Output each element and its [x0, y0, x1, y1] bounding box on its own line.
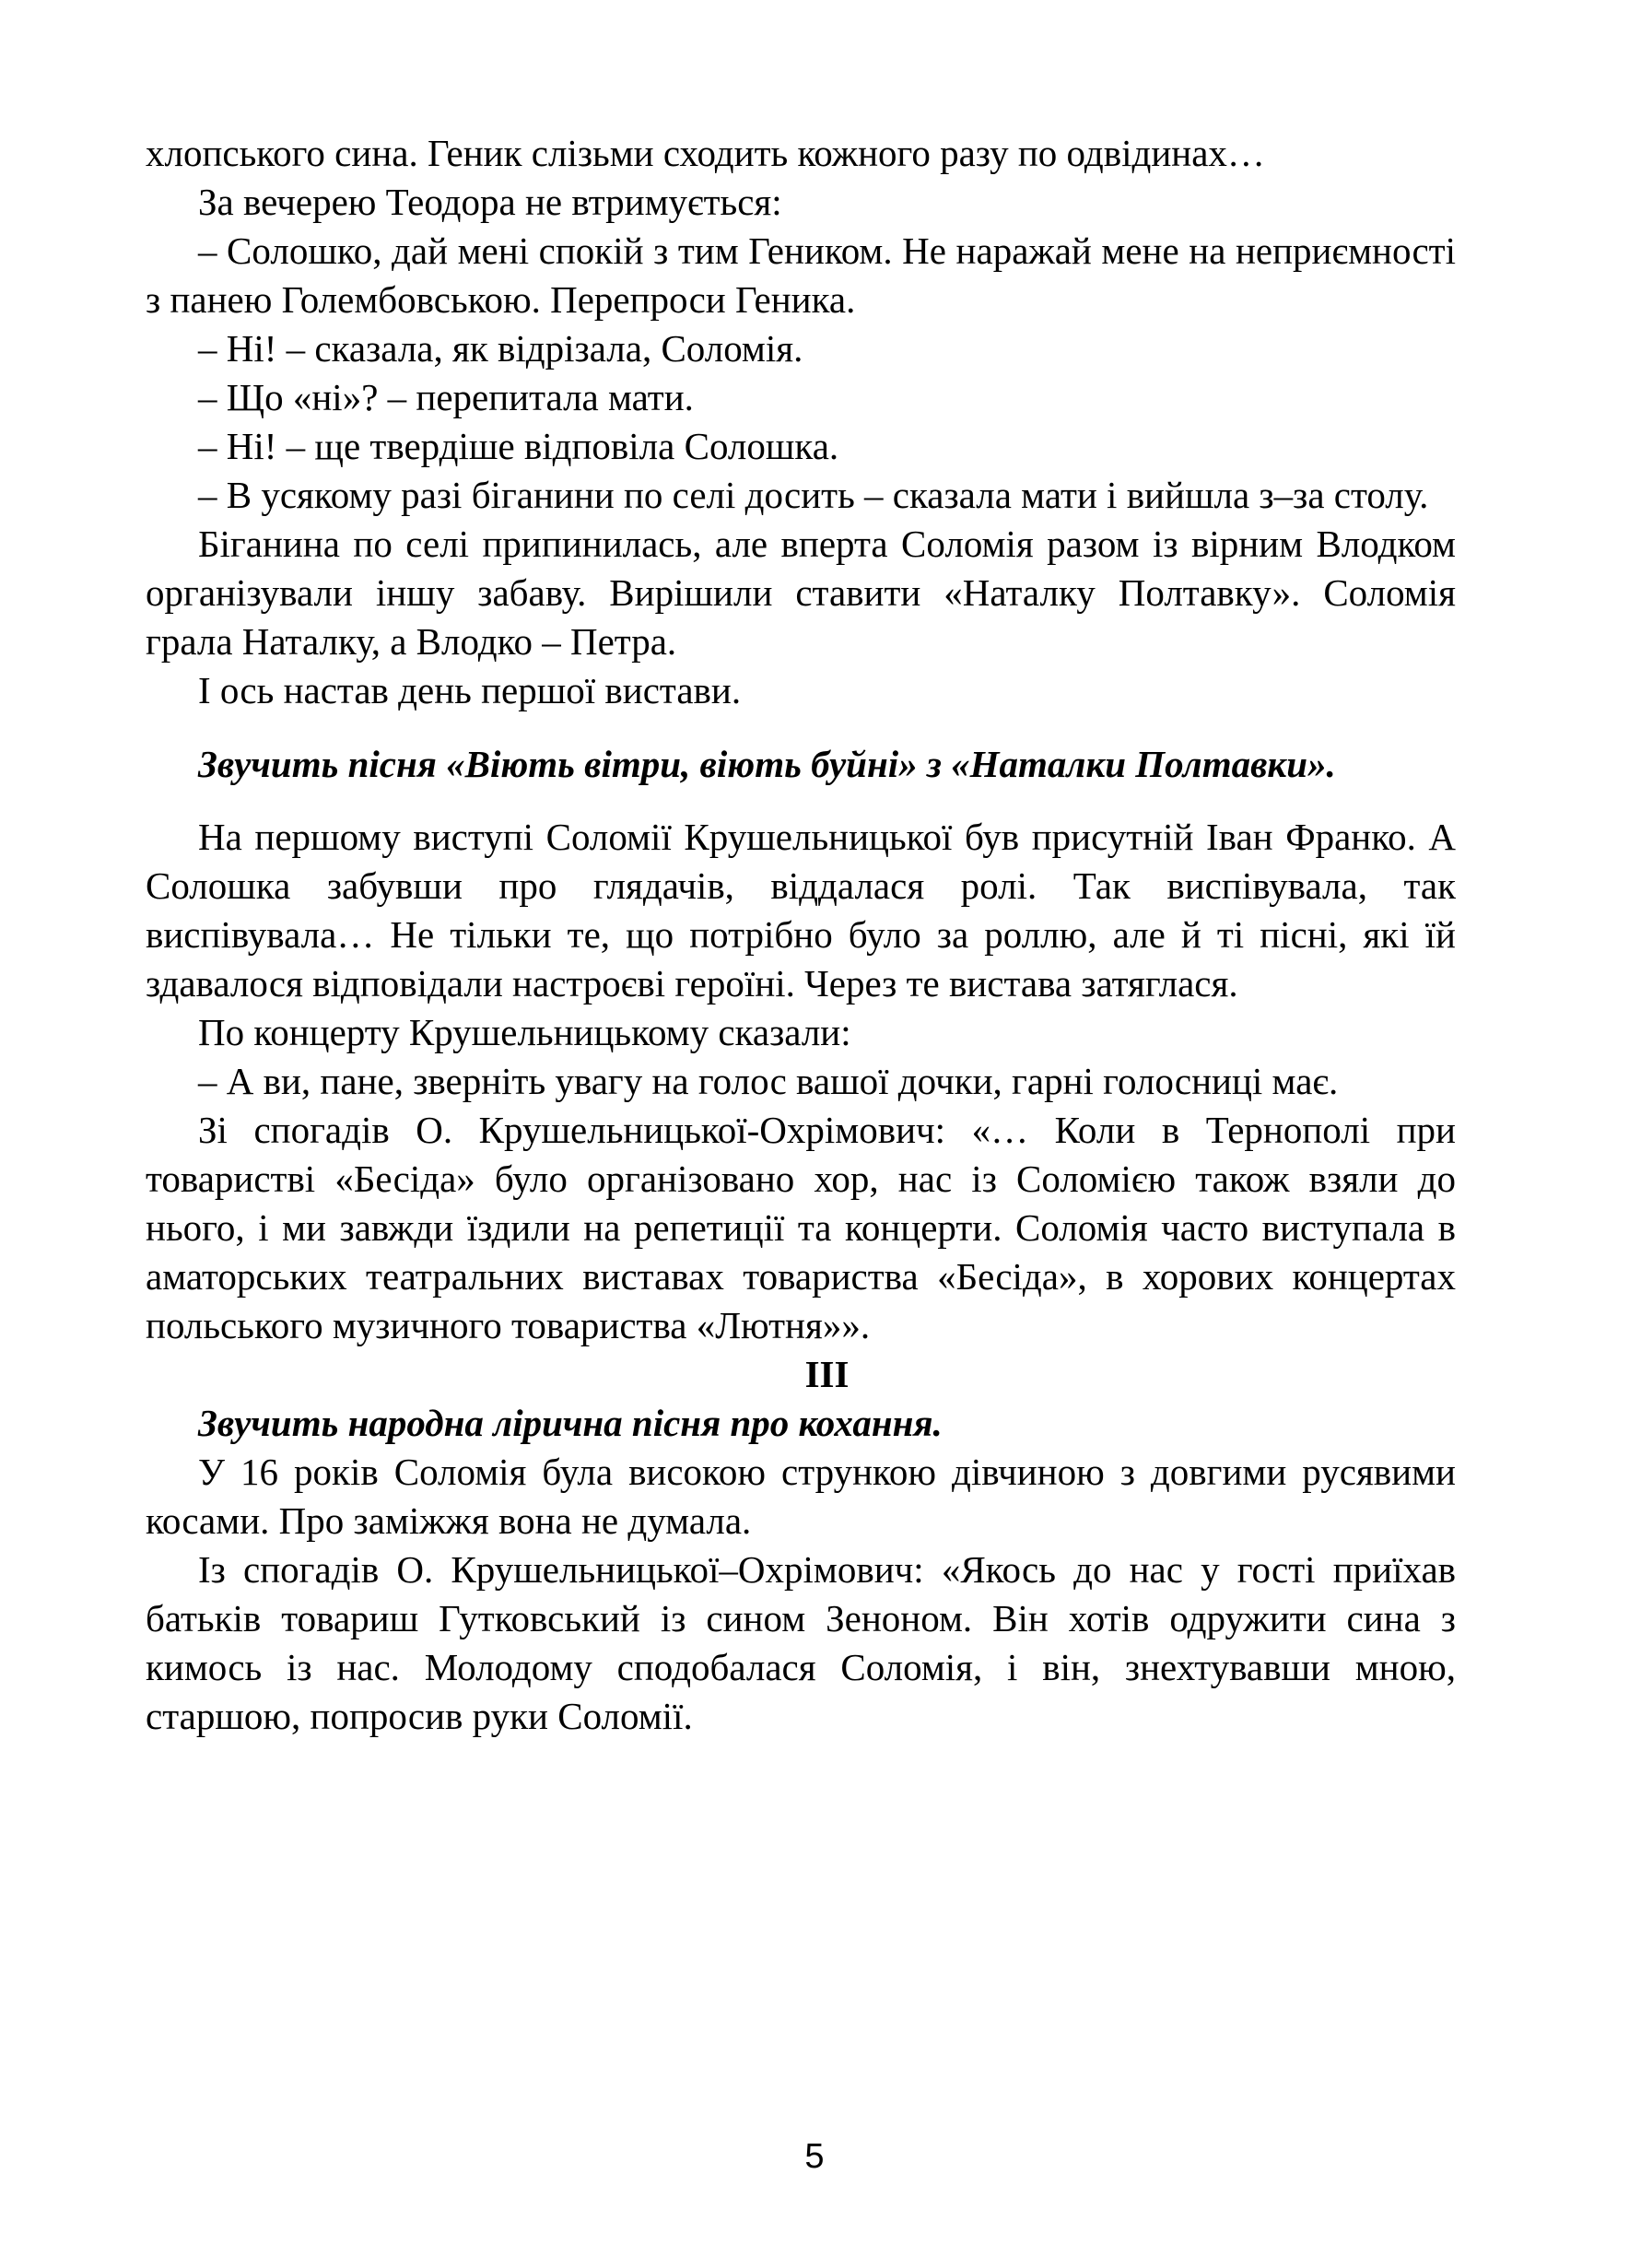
- page-body: [146, 129, 1456, 1741]
- dialogue-line: – Ні! – ще твердіше відповіла Солошка.: [198, 425, 839, 467]
- dialogue-line: – Солошко, дай мені спокій з тим Геником. Не наражай мене на неприємності з панею Голембовською. Перепроси Геника.: [146, 229, 1456, 321]
- paragraph: Біганина по селі припинилась, але вперта Соломія разом із вірним Влодком організували іншу забаву. Вирішили ставити «Наталку Полтавку». Соломія грала Наталку, а Влодко – Петра.: [146, 523, 1456, 663]
- paragraph: По концерту Крушельницькому сказали:: [198, 1011, 851, 1053]
- paragraph: На першому виступі Соломії Крушельницької був присутній Іван Франко. А Солошка забувши про глядачів, віддалася ролі. Так виспівувала, так виспівувала… Не тільки те, що потрібно було за роллю, але й ті пісні, які їй здавалося відповідали настроєві героїні. Через те вистава затяглася.: [146, 816, 1456, 1005]
- paragraph: За вечерею Теодора не втримується:: [198, 181, 782, 223]
- quote-paragraph: Із спогадів О. Крушельницької–Охрімович: «Якось до нас у гості приїхав батьків товариш Гутковський із сином Зеноном. Він хотів одружити сина з кимось із нас. Молодому сподобалася Соломія, і він, знехтувавши мною, старшою, попросив руки Соломії.: [146, 1548, 1456, 1737]
- dialogue-line: – Ні! – сказала, як відрізала, Соломія.: [198, 327, 803, 370]
- dialogue-line: – А ви, пане, зверніть увагу на голос вашої дочки, гарні голосниці має.: [198, 1060, 1339, 1102]
- song-heading: Звучить пісня «Віють вітри, віють буйні» з «Наталки Полтавки».: [198, 743, 1336, 785]
- paragraph-continuation: хлопського сина. Геник слізьми сходить кожного разу по одвідинах…: [146, 132, 1265, 174]
- quote-paragraph: Зі спогадів О. Крушельницької-Охрімович: «… Коли в Тернополі при товаристві «Бесіда» було організовано хор, нас із Соломією також взяли до нього, і ми завжди їздили на репетиції та концерти. Соломія часто виступала в аматорських театральних виставах товариства «Бесіда», в хорових концертах польського музичного товариства «Лютня»».: [146, 1109, 1456, 1346]
- song-heading: Звучить народна лірична пісня про кохання.: [198, 1402, 943, 1444]
- page-number: 5: [804, 2137, 825, 2176]
- paragraph: І ось настав день першої вистави.: [198, 669, 742, 711]
- dialogue-line: – Що «ні»? – перепитала мати.: [198, 376, 694, 418]
- dialogue-line: – В усякому разі біганини по селі досить – сказала мати і вийшла з–за столу.: [198, 474, 1429, 516]
- paragraph: У 16 років Соломія була високою стрункою дівчиною з довгими русявими косами. Про заміжжя вона не думала.: [146, 1451, 1456, 1542]
- section-numeral: ІІІ: [804, 1353, 850, 1395]
